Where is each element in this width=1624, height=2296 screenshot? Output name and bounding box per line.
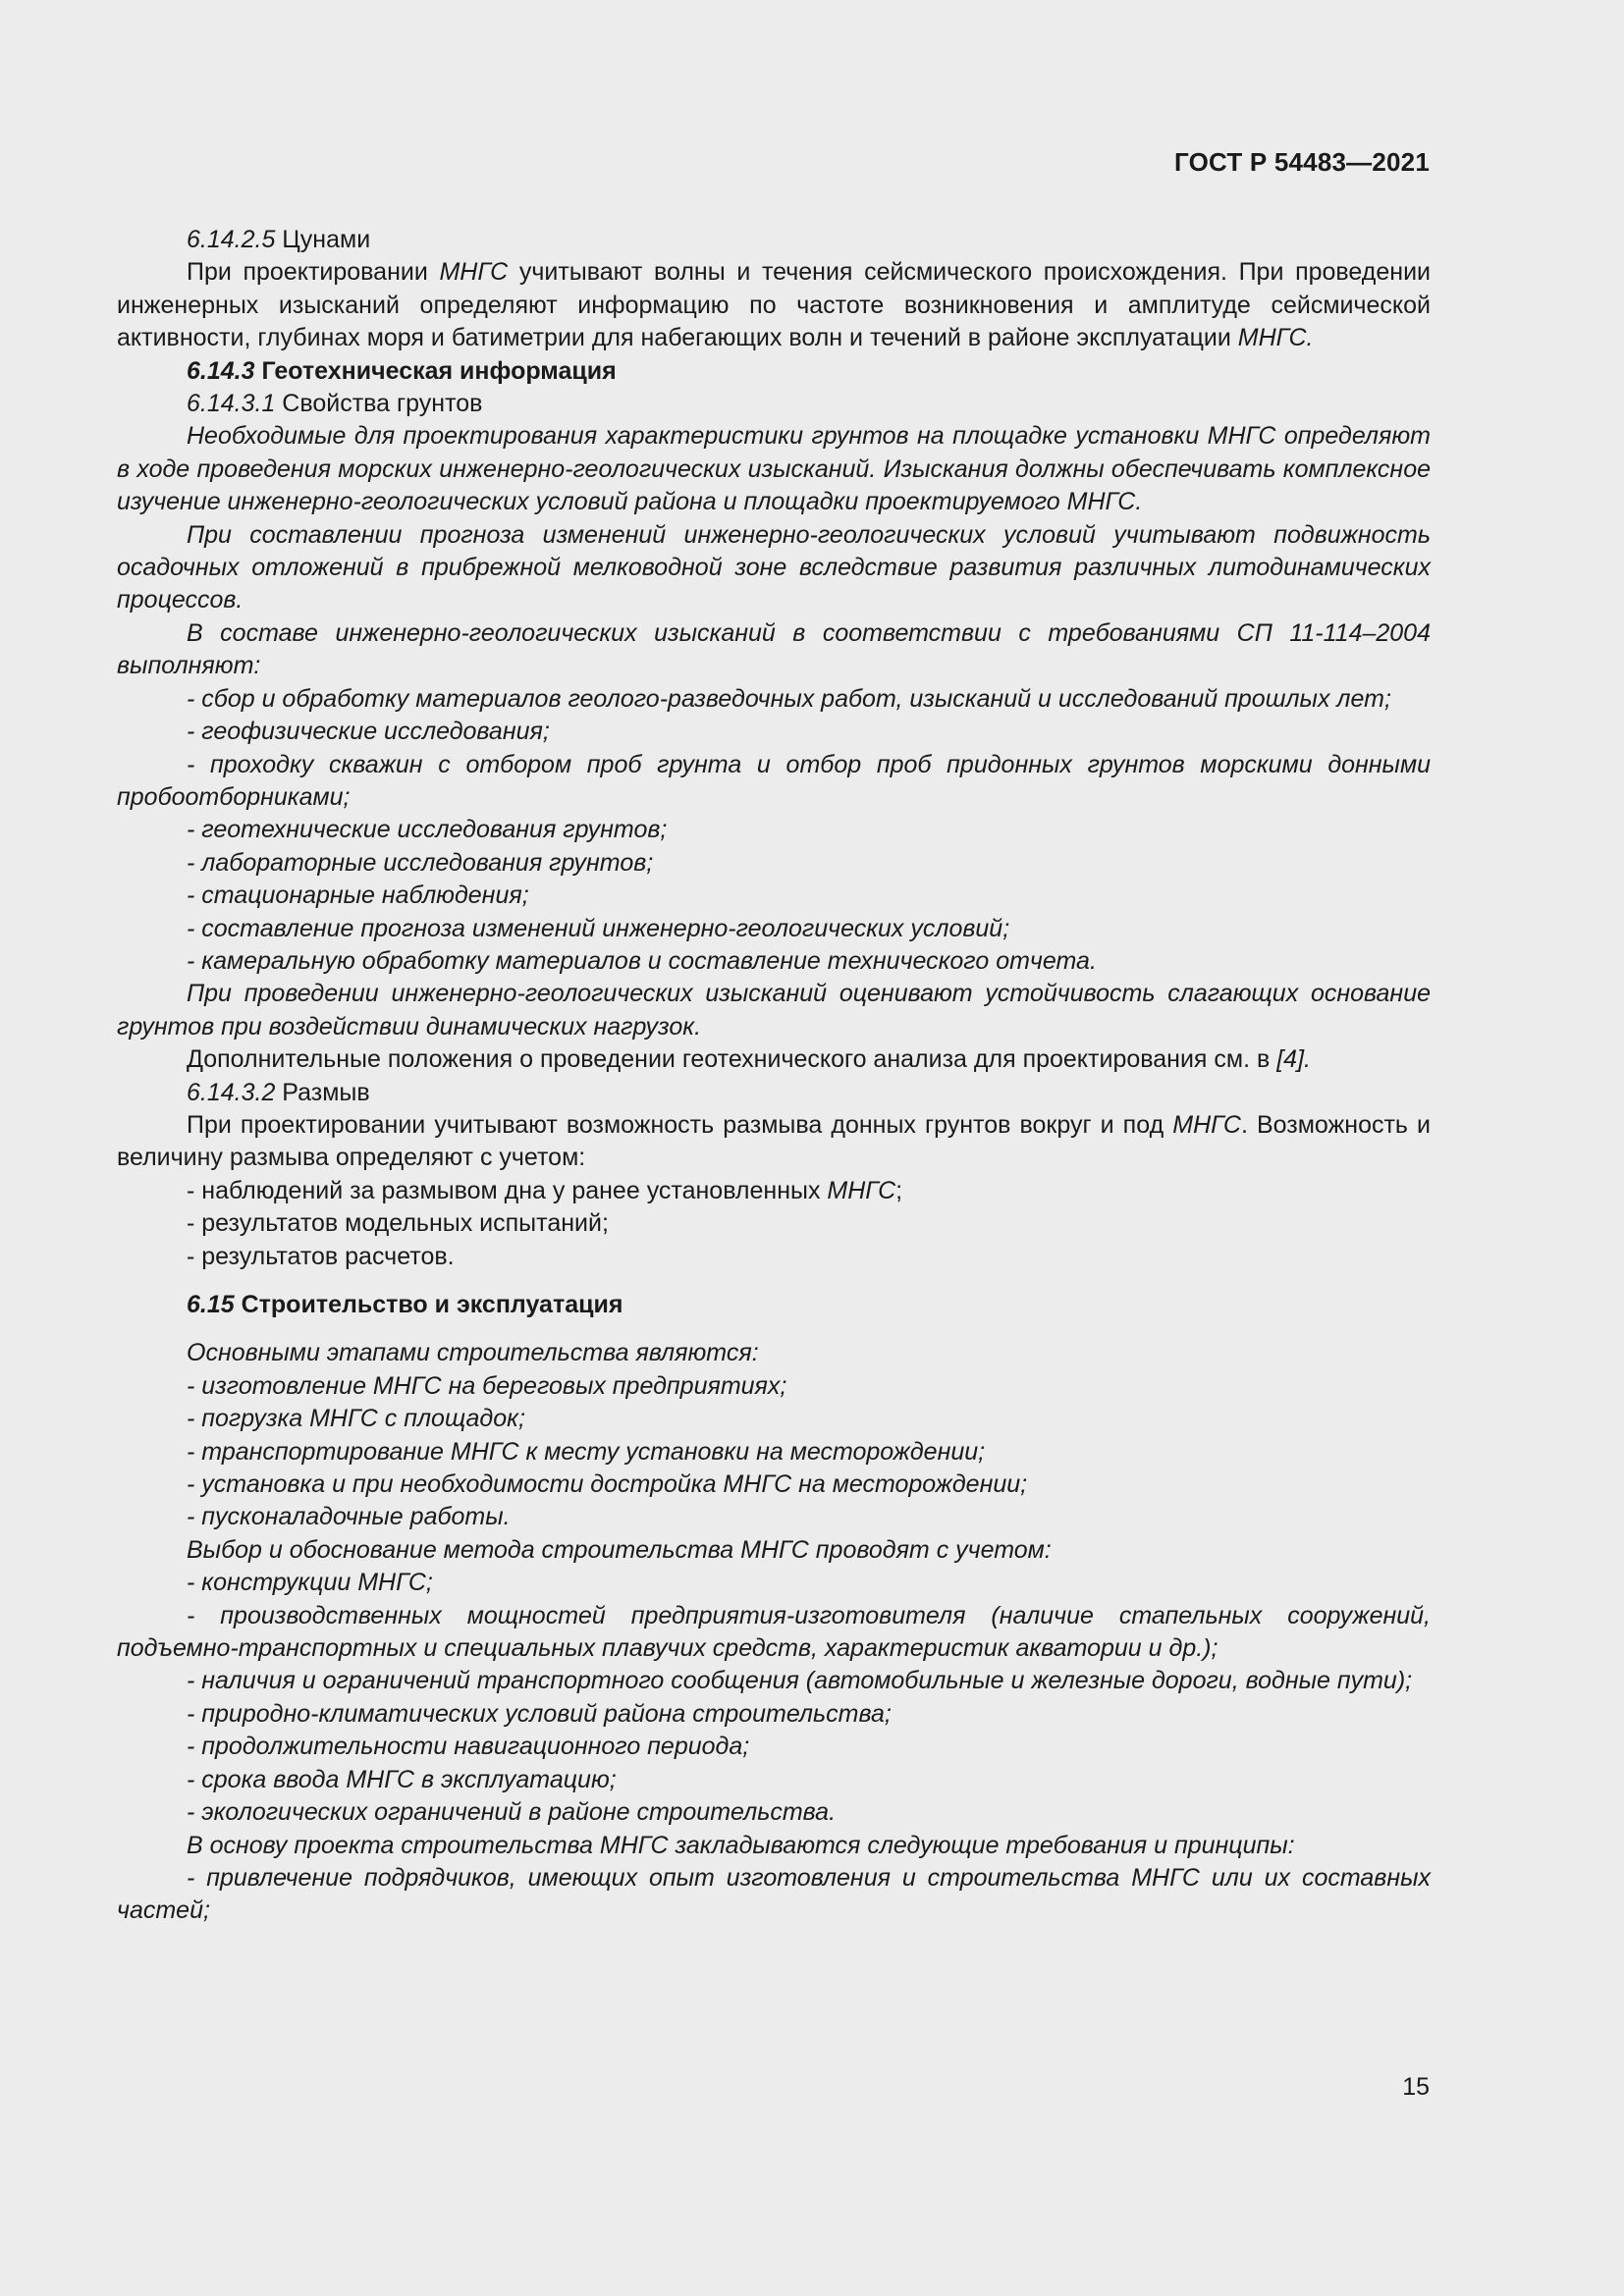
list-item: - наблюдений за размывом дна у ранее установленных МНГС;	[187, 1176, 903, 1204]
list-item: - геофизические исследования;	[187, 718, 550, 746]
list-item: - проходку скважин с отбором проб грунта и отбор проб придонных грунтов морскими донными пробоотборниками;	[117, 750, 1431, 811]
section-heading-6-14-3: 6.14.3 Геотехническая информация	[187, 356, 617, 385]
paragraph: Выбор и обоснование метода строительства МНГС проводят с учетом:	[187, 1535, 1052, 1564]
paragraph: В составе инженерно-геологических изысканий в соответствии с требованиями СП 11-114–2004 выполняют:	[117, 618, 1431, 680]
list-item: - привлечение подрядчиков, имеющих опыт изготовления и строительства МНГС или их составных частей;	[117, 1863, 1431, 1925]
list-item: - срока ввода МНГС в эксплуатацию;	[187, 1765, 617, 1793]
paragraph: При проектировании МНГС учитывают волны и течения сейсмического происхождения. При проведении инженерных изысканий определяют информацию по частоте возникновения и амплитуде сейсмической активности, глубинах моря и батиметрии для набегающих волн и течений в районе эксплуатации МНГС.	[117, 258, 1431, 352]
list-item: - установка и при необходимости достройка МНГС на месторождении;	[187, 1470, 1028, 1499]
list-item: - результатов расчетов.	[187, 1242, 455, 1270]
paragraph: Основными этапами строительства являются:	[187, 1339, 759, 1367]
list-item: - продолжительности навигационного периода;	[187, 1733, 750, 1761]
list-item: - экологических ограничений в районе строительства.	[187, 1798, 837, 1827]
subsection-heading-6-14-2-5: 6.14.2.5 Цунами	[187, 226, 371, 253]
paragraph: Дополнительные положения о проведении геотехнического анализа для проектирования см. в [4].	[187, 1045, 1311, 1074]
list-item: - транспортирование МНГС к месту установки на месторождении;	[187, 1437, 986, 1466]
paragraph: Необходимые для проектирования характеристики грунтов на площадке установки МНГС определяют в ходе проведения морских инженерно-геологических изысканий. Изыскания должны обеспечивать комплексное изучение инженерно-геологических условий района и площадки проектируемого МНГС.	[117, 422, 1431, 516]
list-item: - погрузка МНГС с площадок;	[187, 1405, 525, 1433]
paragraph: При проведении инженерно-геологических изысканий оценивают устойчивость слагающих основание грунтов при воздействии динамических нагрузок.	[117, 980, 1431, 1041]
list-item: - геотехнические исследования грунтов;	[187, 816, 668, 844]
list-item: - наличия и ограничений транспортного сообщения (автомобильные и железные дороги, водные пути);	[187, 1667, 1413, 1695]
list-item: - природно-климатических условий района строительства;	[187, 1699, 892, 1728]
list-item: - изготовление МНГС на береговых предприятиях;	[187, 1371, 787, 1400]
paragraph: При проектировании учитывают возможность размыва донных грунтов вокруг и под МНГС. Возможность и величину размыва определяют с учетом:	[117, 1110, 1431, 1172]
list-item: - камеральную обработку материалов и составление технического отчета.	[187, 946, 1097, 975]
paragraph: При составлении прогноза изменений инженерно-геологических условий учитывают подвижность осадочных отложений в прибрежной мелководной зоне вследствие развития различных литодинамических процессов.	[117, 520, 1431, 614]
list-item: - сбор и обработку материалов геолого-разведочных работ, изысканий и исследований прошлых лет;	[187, 684, 1391, 713]
reference-link: [4].	[1276, 1045, 1311, 1074]
list-item: - стационарные наблюдения;	[187, 881, 529, 910]
list-item: - пусконаладочные работы.	[187, 1503, 511, 1531]
list-item: - лабораторные исследования грунтов;	[187, 848, 654, 877]
subsection-heading-6-14-3-2: 6.14.3.2 Размыв	[187, 1078, 370, 1106]
page-number: 15	[1402, 2073, 1430, 2101]
document-code-header: ГОСТ Р 54483—2021	[1174, 147, 1430, 177]
subsection-heading-6-14-3-1: 6.14.3.1 Свойства грунтов	[187, 390, 483, 418]
paragraph: В основу проекта строительства МНГС закладываются следующие требования и принципы:	[187, 1831, 1295, 1859]
document-body	[117, 224, 1431, 1928]
section-heading-6-15: 6.15 Строительство и эксплуатация	[187, 1291, 623, 1318]
list-item: - производственных мощностей предприятия-изготовителя (наличие стапельных сооружений, подъемно-транспортных и специальных плавучих средств, характеристик акватории и др.);	[117, 1601, 1431, 1663]
list-item: - конструкции МНГС;	[187, 1569, 433, 1597]
list-item: - результатов модельных испытаний;	[187, 1209, 609, 1238]
list-item: - составление прогноза изменений инженерно-геологических условий;	[187, 914, 1010, 942]
